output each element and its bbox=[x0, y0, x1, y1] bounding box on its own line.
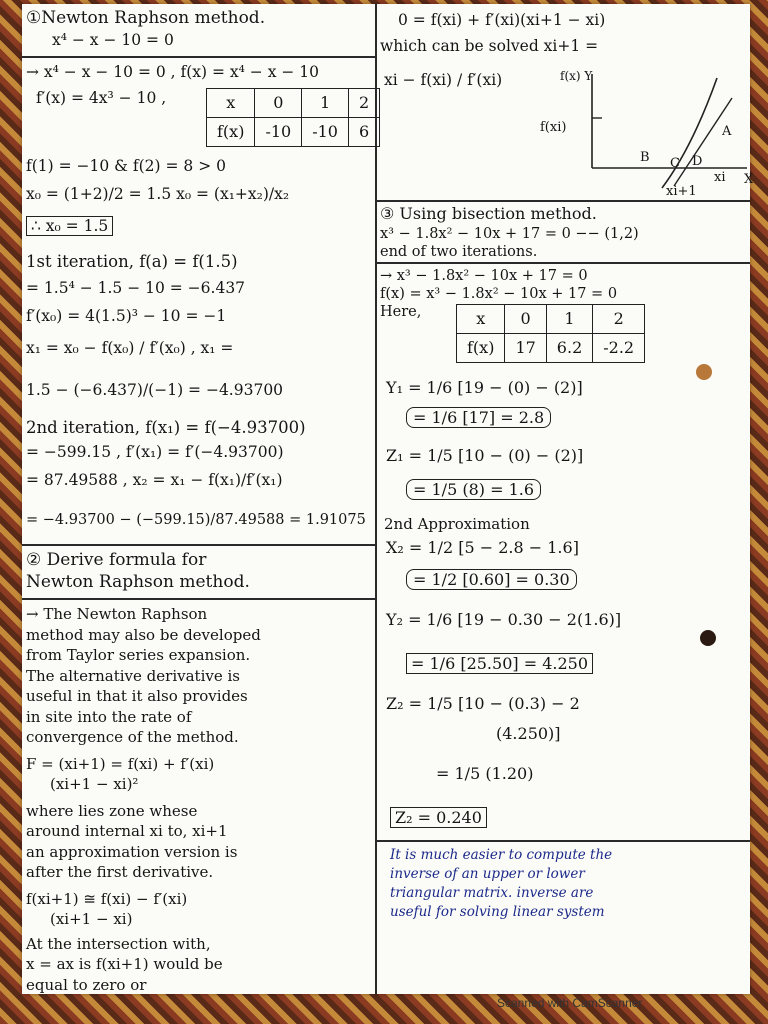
table-cell: 2 bbox=[348, 89, 379, 118]
q2-line: in site into the rate of bbox=[26, 707, 192, 726]
column-divider bbox=[375, 4, 377, 994]
table-cell: 0 bbox=[255, 89, 302, 118]
table-cell: f(x) bbox=[457, 334, 505, 363]
graph-point-a: A bbox=[722, 124, 732, 139]
q2-title: ② Derive formula for bbox=[26, 550, 207, 570]
blue-ink-note bbox=[390, 846, 746, 922]
q3-z2-formula-cont: (4.250)] bbox=[496, 724, 561, 743]
table-cell: 6 bbox=[348, 118, 379, 147]
table-cell: 1 bbox=[302, 89, 349, 118]
q1-x0-result: ∴ x₀ = 1.5 bbox=[26, 216, 113, 236]
q1-midpoint: x₀ = (1+2)/2 = 1.5 x₀ = (x₁+x₂)/x₂ bbox=[26, 185, 290, 203]
q2-line: convergence of the method. bbox=[26, 728, 239, 746]
q3-setup: → x³ − 1.8x² − 10x + 17 = 0 bbox=[380, 268, 588, 284]
tablecloth-dot bbox=[700, 630, 716, 646]
rule bbox=[22, 598, 375, 600]
q1-iteration-2: 2nd iteration, f(x₁) = f(−4.93700) bbox=[26, 418, 306, 437]
q2-line: around internal xi to, xi+1 bbox=[26, 822, 228, 840]
q2-line: useful in that it also provides bbox=[26, 687, 248, 705]
q2-line: equal to zero or bbox=[26, 975, 147, 994]
note-line: inverse of an upper or lower bbox=[390, 866, 585, 882]
q2-approx-eq: f(xi+1) ≅ f(xi) − f′(xi) bbox=[26, 889, 188, 908]
q3-x2-formula: X₂ = 1/2 [5 − 2.8 − 1.6] bbox=[386, 538, 579, 557]
scanner-watermark: Scanned with CamScanner bbox=[497, 996, 643, 1010]
q1-x2-result: = −4.93700 − (−599.15)/87.49588 = 1.91075 bbox=[26, 512, 366, 528]
q3-title: ③ Using bisection method. bbox=[380, 204, 597, 223]
q2-approx-eq-cont: (xi+1 − xi) bbox=[50, 910, 133, 928]
table-cell: 1 bbox=[546, 305, 592, 334]
q2-line: where lies zone whese bbox=[26, 801, 198, 820]
q1-title: ①Newton Raphson method. bbox=[26, 8, 266, 28]
graph-xi-label: xi bbox=[714, 170, 726, 185]
table-cell: -10 bbox=[255, 118, 302, 147]
q2-line: from Taylor series expansion. bbox=[26, 646, 251, 664]
q2-final-formula: xi − f(xi) / f′(xi) bbox=[384, 71, 503, 89]
q3-z2-result: Z₂ = 0.240 bbox=[390, 807, 487, 828]
q1-f-prime-value: f′(x₀) = 4(1.5)³ − 10 = −1 bbox=[26, 307, 227, 325]
q3-equation: x³ − 1.8x² − 10x + 17 = 0 −− (1,2) bbox=[380, 226, 639, 242]
q3-value-table bbox=[456, 304, 645, 363]
graph-point-b: B bbox=[640, 150, 650, 165]
q2-line: an approximation version is bbox=[26, 842, 238, 861]
q2-line: At the intersection with, bbox=[26, 934, 211, 953]
q2-line: x = ax is f(xi+1) would be bbox=[26, 955, 223, 973]
rule bbox=[377, 840, 750, 842]
table-cell: 2 bbox=[593, 305, 645, 334]
tablecloth-dot bbox=[696, 364, 712, 380]
q3-y1-formula: Y₁ = 1/6 [19 − (0) − (2)] bbox=[386, 378, 583, 397]
q1-fx1-value: = −599.15 , f′(x₁) = f′(−4.93700) bbox=[26, 443, 284, 461]
q1-x2-formula: = 87.49588 , x₂ = x₁ − f(x₁)/f′(x₁) bbox=[26, 471, 283, 489]
q3-subtitle: end of two iterations. bbox=[380, 244, 538, 260]
table-cell: 6.2 bbox=[546, 334, 592, 363]
q2-line: method may also be developed bbox=[26, 625, 261, 644]
q2-solve-text: which can be solved xi+1 = bbox=[380, 37, 599, 55]
graph-x-label: X bbox=[744, 172, 754, 187]
q1-equation: x⁴ − x − 10 = 0 bbox=[52, 31, 174, 49]
table-cell: 0 bbox=[505, 305, 546, 334]
q3-here: Here, bbox=[380, 304, 422, 320]
q3-second-approx: 2nd Approximation bbox=[384, 515, 530, 533]
graph-point-d: D bbox=[692, 154, 703, 169]
graph-xi1-label: xi+1 bbox=[666, 184, 697, 199]
notebook-page bbox=[22, 4, 754, 994]
rule bbox=[377, 262, 750, 264]
note-line: triangular matrix. inverse are bbox=[390, 885, 594, 901]
rule bbox=[377, 200, 750, 202]
table-cell: f(x) bbox=[207, 118, 255, 147]
q1-setup: → x⁴ − x − 10 = 0 , f(x) = x⁴ − x − 10 bbox=[26, 63, 320, 81]
q1-x1-formula: x₁ = x₀ − f(x₀) / f′(x₀) , x₁ = bbox=[26, 339, 234, 357]
q1-x1-result: 1.5 − (−6.437)/(−1) = −4.93700 bbox=[26, 381, 284, 399]
q1-iteration-1: 1st iteration, f(a) = f(1.5) bbox=[26, 252, 238, 271]
rule bbox=[22, 544, 375, 546]
q2-taylor-eq-cont: (xi+1 − xi)² bbox=[50, 775, 139, 793]
graph-fxi-label: f(xi) bbox=[540, 120, 567, 135]
q2-title-cont: Newton Raphson method. bbox=[26, 572, 250, 592]
q2-taylor-eq: F = (xi+1) = f(xi) + f′(xi) bbox=[26, 754, 215, 773]
q2-rearranged-eq: 0 = f(xi) + f′(xi)(xi+1 − xi) bbox=[398, 11, 606, 29]
table-cell: -10 bbox=[302, 118, 349, 147]
q2-line: The alternative derivative is bbox=[26, 666, 240, 685]
table-cell: x bbox=[457, 305, 505, 334]
q2-line: → The Newton Raphson bbox=[26, 605, 208, 623]
graph-point-c: C bbox=[670, 156, 680, 171]
table-cell: 17 bbox=[505, 334, 546, 363]
q2-line: after the first derivative. bbox=[26, 863, 214, 881]
note-line: It is much easier to compute the bbox=[390, 847, 613, 863]
q1-f-value: = 1.5⁴ − 1.5 − 10 = −6.437 bbox=[26, 279, 246, 297]
q2-body bbox=[26, 604, 371, 995]
q3-z1-formula: Z₁ = 1/5 [10 − (0) − (2)] bbox=[386, 446, 584, 465]
q3-z2-formula: Z₂ = 1/5 [10 − (0.3) − 2 bbox=[386, 694, 580, 713]
q3-y1-result: = 1/6 [17] = 2.8 bbox=[406, 407, 551, 428]
q3-x2-result: = 1/2 [0.60] = 0.30 bbox=[406, 569, 577, 590]
note-line: useful for solving linear system bbox=[390, 904, 605, 920]
q1-value-table bbox=[206, 88, 380, 147]
q3-y2-formula: Y₂ = 1/6 [19 − 0.30 − 2(1.6)] bbox=[386, 610, 622, 629]
q1-sign-check: f(1) = −10 & f(2) = 8 > 0 bbox=[26, 157, 226, 175]
q3-z2-step: = 1/5 (1.20) bbox=[436, 764, 534, 783]
q3-z1-result: = 1/5 (8) = 1.6 bbox=[406, 479, 541, 500]
q1-derivative: f′(x) = 4x³ − 10 , bbox=[36, 89, 167, 107]
graph-y-label: f(x) Y bbox=[560, 69, 593, 83]
table-cell: -2.2 bbox=[593, 334, 645, 363]
q3-y2-result: = 1/6 [25.50] = 4.250 bbox=[406, 653, 593, 674]
table-cell: x bbox=[207, 89, 255, 118]
q3-fx: f(x) = x³ − 1.8x² − 10x + 17 = 0 bbox=[380, 286, 618, 302]
rule bbox=[22, 56, 375, 58]
